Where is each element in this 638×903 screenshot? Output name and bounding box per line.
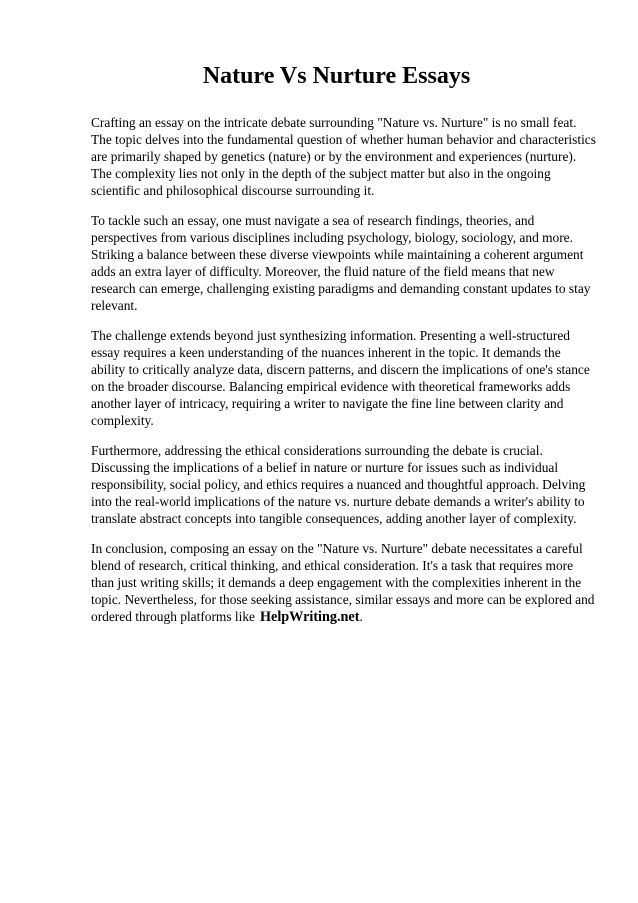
document-title: Nature Vs Nurture Essays [202, 63, 471, 89]
paragraph-conclusion [91, 540, 596, 626]
helpwriting-link[interactable]: HelpWriting.net [260, 609, 360, 625]
paragraph-research: To tackle such an essay, one must navigate a sea of research findings, theories, and perspectives from various disciplines including psychology, biology, sociology, and more. Striking a balance between these diverse viewpoints while maintaining a coherent argument adds an extra layer of difficulty. Moreover, the fluid nature of the field means that new research can emerge, challenging existing paradigms and demanding constant updates to stay relevant. [91, 213, 591, 313]
paragraph-challenge: The challenge extends beyond just synthesizing information. Presenting a well-structured essay requires a keen understanding of the nuances inherent in the topic. It demands the ability to critically analyze data, discern patterns, and discern the implications of one's stance on the broader discourse. Balancing empirical evidence with theoretical frameworks adds another layer of intricacy, requiring a writer to navigate the fine line between clarity and complexity. [91, 328, 590, 428]
conclusion-text: In conclusion, composing an essay on the "Nature vs. Nurture" debate necessitates a careful blend of research, critical thinking, and ethical consideration. It's a task that requires more than just writing skills; it demands a deep engagement with the complexities inherent in the topic. Nevertheless, for those seeking assistance, similar essays and more can be explored and ordered through platforms like [91, 541, 595, 624]
paragraph-ethics: Furthermore, addressing the ethical considerations surrounding the debate is crucial. Discussing the implications of a belief in nature or nurture for issues such as individual responsibility, social policy, and ethics requires a nuanced and thoughtful approach. Delving into the real-world implications of the nature vs. nurture debate demands a writer's ability to translate abstract concepts into tangible consequences, adding another layer of complexity. [91, 443, 586, 526]
paragraph-intro: Crafting an essay on the intricate debate surrounding "Nature vs. Nurture" is no small feat. The topic delves into the fundamental question of whether human behavior and characteristics are primarily shaped by genetics (nature) or by the environment and experiences (nurture). The complexity lies not only in the depth of the subject matter but also in the ongoing scientific and philosophical discourse surrounding it. [91, 115, 596, 198]
conclusion-period: . [359, 609, 363, 624]
